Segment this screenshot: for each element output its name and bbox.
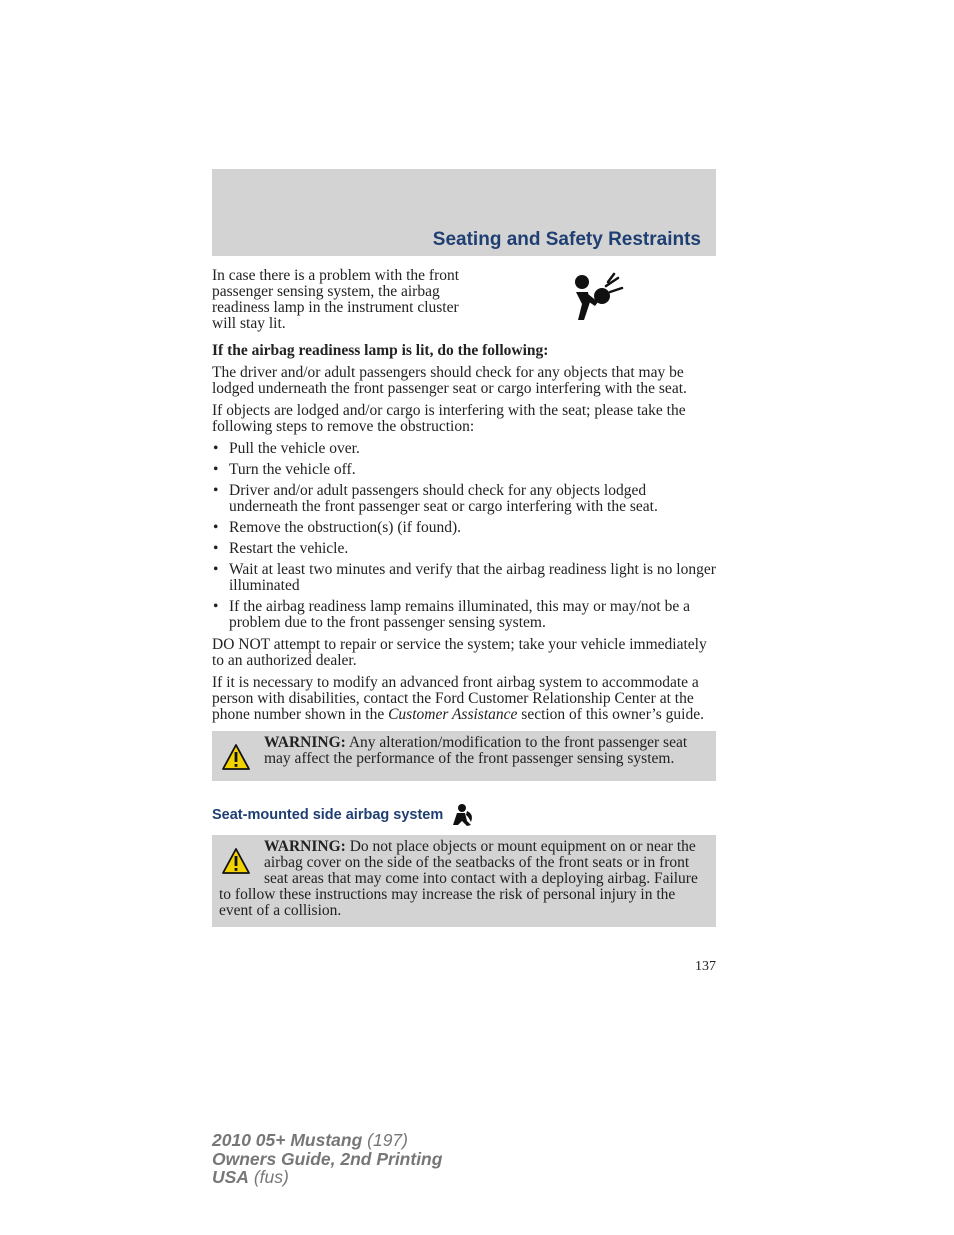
instruction-heading: If the airbag readiness lamp is lit, do the following: [212, 342, 549, 359]
warning-label: WARNING: [264, 734, 346, 751]
footer-line-model: 2010 05+ Mustang (197) [212, 1130, 408, 1150]
warning-text: WARNING: Any alteration/modification to the front passenger seat may affect the performance of the front passenger sensing system. [264, 734, 688, 767]
customer-assistance-reference: Customer Assistance [388, 706, 518, 723]
footer-line-edition: Owners Guide, 2nd Printing [212, 1148, 443, 1169]
page-number: 137 [695, 959, 716, 974]
bullet: • [213, 482, 219, 499]
check-objects-paragraph: The driver and/or adult passengers should check for any objects that may be lodged underneath the front passenger seat or cargo interfering with the seat. [212, 364, 687, 397]
list-item: • Restart the vehicle. [213, 540, 349, 557]
warning-box-side-airbag [212, 835, 716, 927]
warning-triangle-icon [221, 847, 251, 875]
bullet: • [213, 519, 219, 536]
do-not-paragraph: DO NOT attempt to repair or service the system; take your vehicle immediately to an authorized dealer. [212, 636, 707, 669]
side-airbag-icon [447, 803, 475, 827]
document-footer [212, 1131, 442, 1187]
intro-paragraph: In case there is a problem with the front passenger sensing system, the airbag readiness lamp in the instrument cluster will stay lit. [212, 267, 460, 332]
list-item: • Pull the vehicle over. [213, 440, 360, 457]
bullet: • [213, 540, 219, 557]
steps-intro-paragraph: If objects are lodged and/or cargo is interfering with the seat; please take the following steps to remove the obstruction: [212, 402, 686, 435]
footer-line-market: USA (fus) [212, 1167, 289, 1187]
subheading-side-airbag: Seat-mounted side airbag system [212, 803, 716, 827]
list-item: • Remove the obstruction(s) (if found). [213, 519, 462, 536]
list-item: • If the airbag readiness lamp remains illuminated, this may or may/not be a problem due to the front passenger sensing system. [213, 598, 690, 631]
airbag-readiness-icon [568, 272, 624, 322]
list-item: • Turn the vehicle off. [213, 461, 356, 478]
section-title: Seating and Safety Restraints [432, 229, 701, 250]
warning-label: WARNING: [264, 838, 346, 855]
list-item: • Driver and/or adult passengers should check for any objects lodged underneath the front passenger seat or cargo interfering with the seat. [213, 482, 658, 515]
bullet: • [213, 461, 219, 478]
page-content [212, 268, 716, 927]
section-header-band [212, 169, 716, 256]
list-item: • Wait at least two minutes and verify that the airbag readiness light is no longer illuminated [213, 561, 716, 594]
bullet: • [213, 561, 219, 578]
steps-list [212, 441, 716, 631]
warning-triangle-icon [221, 743, 251, 771]
modify-paragraph: If it is necessary to modify an advanced front airbag system to accommodate a person with disabilities, contact the Ford Customer Relationship Center at the phone number shown in the Customer Assistance section of this owner’s guide. [212, 674, 704, 723]
warning-text: WARNING: Do not place objects or mount equipment on or near the airbag cover on the side of the seatbacks of the front seats or in front seat areas that may come into contact with a deploying airbag. Failure to follow these instructions may increase the risk of personal injury in the event of a collision. [219, 838, 698, 919]
bullet: • [213, 598, 219, 615]
bullet: • [213, 440, 219, 457]
warning-box-passenger-seat [212, 731, 716, 781]
intro-row [212, 268, 716, 338]
